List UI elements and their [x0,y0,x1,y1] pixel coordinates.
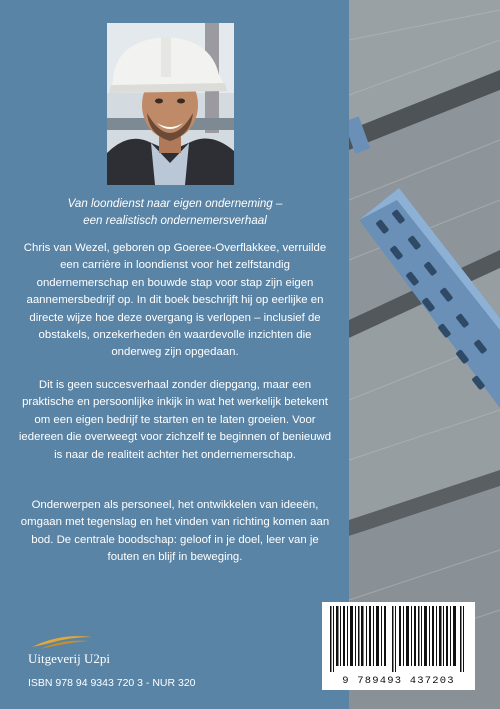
quill-swoosh-icon [30,631,100,651]
publisher-name: Uitgeverij U2pi [28,651,110,666]
publisher-logo [28,631,168,671]
description-paragraph-1: Chris van Wezel, geboren op Goeree-Overflakkee, verruilde een carrière in loondienst voor het zelfstandig ondernemerschap en bouwde stap voor stap zijn eigen aannemersbedrijf op. In dit boek beschrijft hij op eerlijke en directe wijze hoe deze overgang is verlopen – inclusief de obstakels, onzekerheden én waardevolle inzichten die onderweg zijn opgedaan. [23,242,327,359]
description-paragraph-3: Onderwerpen als personeel, het ontwikkelen van ideeën, omgaan met tegenslag en het vinden van richting komen aan bod. De centrale boodschap: geloof in je doel, leer van je fouten en blijf in beweging. [20,499,330,564]
subtitle-line-1: Van loondienst naar eigen onderneming – [67,197,283,210]
description-paragraph-2: Dit is geen succesverhaal zonder diepgang, maar een praktische en persoonlijke inkijk in wat het werkelijk betekent om een eigen bedrijf te starten en te laten groeien. Voor iedereen die overweegt voor zichzelf te beginnen of benieuwd is naar de realiteit achter het ondernemerschap. [18,379,332,461]
subtitle-line-2: een realistisch ondernemersverhaal [83,214,267,227]
subtitle [14,195,336,229]
isbn-line: ISBN 978 94 9343 720 3 - NUR 320 [28,677,196,689]
author-photo [107,23,234,185]
author-portrait-image [107,23,234,185]
barcode [322,602,475,690]
barcode-number: 9 789493 437203 [342,675,455,687]
barcode-icon [322,602,475,674]
